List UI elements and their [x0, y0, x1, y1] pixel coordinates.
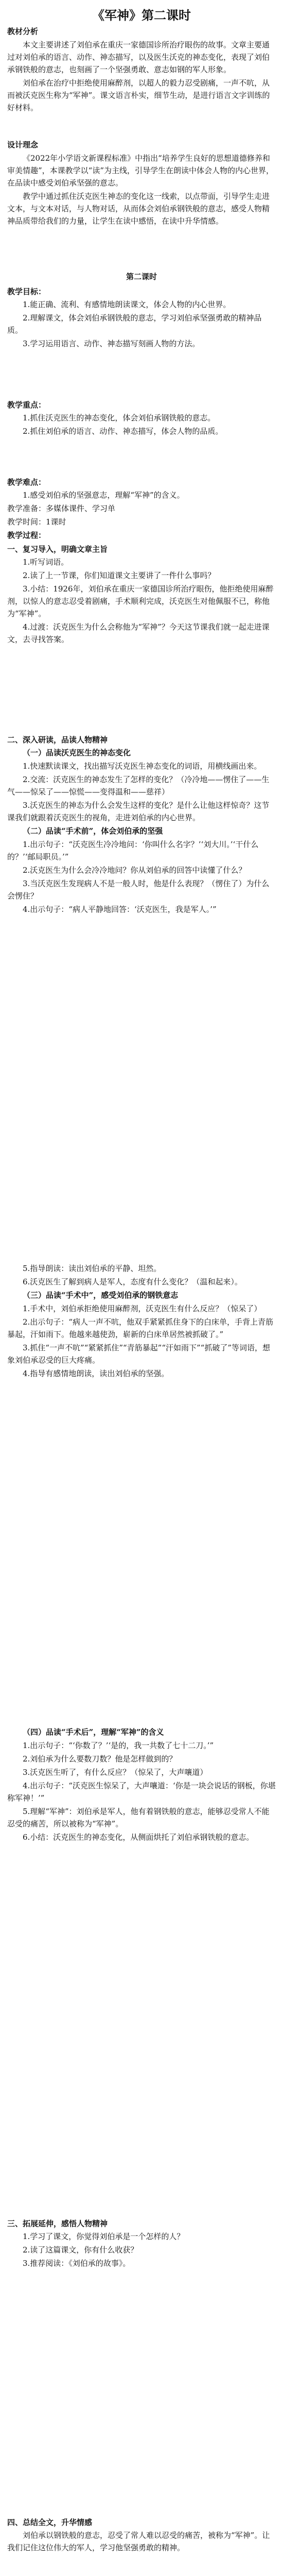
list-item: 3.当沃克医生发现病人不是一般人时，他是什么表现？（愣住了）为什么会愣住？: [7, 879, 270, 901]
list-item: 2.抓住刘伯承的语言、动作、神态描写，体会人物的品质。: [23, 427, 223, 436]
section-heading: 设计理念: [7, 140, 39, 149]
page-title: 《军神》第二课时: [92, 8, 191, 23]
section-heading: 一、复习导入，明确文章主旨: [7, 545, 108, 554]
subsection-title: （一）品读沃克医生的神态变化: [23, 748, 131, 757]
list-item: 2.理解课文，体会刘伯承钢铁般的意志，学习刘伯承坚强勇敢的精神品质。: [7, 313, 262, 335]
list-item: 3.学习运用语言、动作、神态描写刻画人物的方法。: [23, 339, 200, 348]
lesson-divider: [0, 268, 283, 285]
section-difficulties: [0, 474, 283, 543]
paragraph: 教学中通过抓住沃克医生神态的变化这一线索，以点带面，引导学生走进文本，与文本对话，与人物对话，从而体会刘伯承钢铁般的意志，感受人物精神品质带给我们的力量，让学生在读中感悟，在读中升华情感。: [7, 192, 270, 226]
quote-item: 4.出示句子：“沃克医生惊呆了，大声嚷道：‘你是一块会说话的钢板，你堪称军神！’”: [7, 1781, 276, 1803]
section-step-3: [0, 2215, 283, 2270]
section-step-2-end: [0, 1726, 283, 1844]
list-item: 6.小结：沃克医生的神态变化，从侧面烘托了刘伯承钢铁般的意志。: [23, 1833, 254, 1842]
list-item: 2.读了上一节课，你们知道课文主要讲了一件什么事吗？: [23, 571, 216, 580]
paragraph: 《2022年小学语文新课程标准》中指出“培养学生良好的思想道德修养和审美情趣”，本课教学以“读”为主线，引导学生在朗读中体会人物的内心世界，在品读中感受刘伯承坚强的意志。: [7, 154, 274, 188]
section-heading: 教学目标：: [7, 287, 46, 296]
subsection-title: （四）品读“手术后”，理解“军神”的含义: [23, 1727, 164, 1737]
section-heading: 三、拓展延伸，感悟人物精神: [7, 2219, 108, 2228]
section-heading: 教学重点：: [7, 400, 46, 410]
subsection-title: （三）品读“手术中”，感受刘伯承的钢铁意志: [23, 1291, 179, 1300]
list-item: 1.能正确、流利、有感情地朗读课文，体会人物的内心世界。: [23, 300, 231, 309]
list-item: 3.抓住“一声不吭”“紧紧抓住”“青筋暴起”“汗如雨下”“抓破了”等词语，想象刘伯承忍受的巨大疼痛。: [7, 1343, 270, 1365]
list-item: 3.沃克医生听了，有什么反应？（惊呆了，大声嚷道）: [23, 1768, 208, 1777]
quote-item: 1.出示句子：“沃克医生冷冷地问：‘你叫什么名字？’‘刘大川。’‘干什么的？’‘邮局职员。’”: [7, 840, 259, 861]
list-item: 6.沃克医生了解到病人是军人，态度有什么变化？（温和起来）。: [23, 1277, 242, 1286]
section-heading: 教学难点：: [7, 478, 46, 487]
process-heading: 教学过程：: [7, 531, 46, 540]
time-line: 教学时间：1课时: [7, 517, 66, 527]
list-item: 2.沃克医生为什么会冷冷地问？你从刘伯承的回答中读懂了什么？: [23, 866, 246, 875]
list-item: 1.手术中，刘伯承拒绝使用麻醉剂，沃克医生有什么反应？（惊呆了）: [23, 1304, 262, 1313]
section-step-2-cont: [0, 1262, 283, 1381]
section-heading: 二、深入研读，品读人物精神: [7, 735, 108, 744]
quote-item: 4.出示句子：“病人平静地回答：‘沃克医生，我是军人。’”: [23, 905, 217, 914]
list-item: 2.读了这篇课文，你有什么收获？: [23, 2245, 138, 2255]
quote-item: 1.出示句子：“‘你数了？’‘是的，我一共数了七十二刀。’”: [23, 1741, 214, 1750]
list-item: 3.小结：1926年，刘伯承在重庆一家德国诊所治疗眼伤，他拒绝使用麻醉剂，以惊人的意志忍受着剧痛，手术顺利完成，沃克医生对他佩服不已，称他为“军神”。: [7, 584, 274, 618]
divider-label: 第二课时: [126, 272, 157, 281]
list-item: 3.推荐阅读：《刘伯承的故事》。: [23, 2259, 131, 2268]
list-item: 2.刘伯承为什么要数刀数？他是怎样做到的？: [23, 1754, 177, 1764]
subsection-title: （二）品读“手术前”，体会刘伯承的坚强: [23, 826, 163, 836]
list-item: 3.沃克医生的神态为什么会发生这样的变化？是什么让他这样惊奇？这节课我们就跟着沃克医生的视角，走进刘伯承的内心世界。: [7, 801, 270, 822]
list-item: 刘伯承以钢铁般的意志，忍受了常人难以忍受的痛苦，被称为“军神”。让我们记住这位伟大的军人，学习他坚强勇敢的精神。: [7, 2531, 270, 2552]
section-key-points: [0, 397, 283, 438]
list-item: 1.听写词语。: [23, 557, 69, 567]
section-step-1: [0, 541, 283, 647]
section-design-concept: [0, 136, 283, 228]
list-item: 1.感受刘伯承的坚强意志，理解“军神”的含义。: [23, 490, 185, 500]
paragraph: 刘伯承在治疗中拒绝使用麻醉剂，以超人的毅力忍受剧痛，一声不吭，从而被沃克医生称为“军神”。课文语言朴实，细节生动，是进行语言文字训练的好材料。: [7, 78, 270, 112]
section-step-2: [0, 732, 283, 917]
section-heading: 教材分析: [7, 27, 39, 36]
list-item: 4.指导有感情地朗读，读出刘伯承的坚强。: [23, 1369, 169, 1378]
list-item: 1.学习了课文，你觉得刘伯承是一个怎样的人？: [23, 2232, 185, 2241]
list-item: 2.交流：沃克医生的神态发生了怎样的变化？（冷冷地——愣住了——生气——惊呆了——惊慌——变得温和——慈祥）: [7, 775, 270, 796]
section-textbook-analysis: [0, 23, 283, 115]
section-heading: 四、总结全文，升华情感: [7, 2518, 93, 2527]
list-item: 4.过渡：沃克医生为什么会称他为“军神”？今天这节课我们就一起走进课文，去寻找答案。: [7, 622, 270, 644]
list-item: 1.快速默读课文，找出描写沃克医生神态变化的词语，用横线画出来。: [23, 761, 262, 771]
list-item: 5.理解“军神”：刘伯承是军人，他有着钢铁般的意志，能够忍受常人不能忍受的痛苦，所以被称为“军神”。: [7, 1807, 270, 1828]
quote-item: 2.出示句子：“病人一声不吭，他双手紧紧抓住身下的白床单，手背上青筋暴起，汗如雨下。他越来越使劲，崭新的白床单居然被抓破了。”: [7, 1317, 273, 1339]
paragraph: 本文主要讲述了刘伯承在重庆一家德国诊所治疗眼伤的故事。文章主要通过对刘伯承的语言、动作、神态描写，以及医生沃克的神态变化，表现了刘伯承钢铁般的意志，也刻画了一个坚强勇敢、意志如钢的军人形象。: [7, 40, 270, 74]
section-objectives: [0, 283, 283, 351]
list-item: 5.指导朗读：读出刘伯承的平静、坦然。: [23, 1264, 162, 1273]
section-step-4: [0, 2514, 283, 2555]
list-item: 1.抓住沃克医生的神态变化，体会刘伯承钢铁般的意志。: [23, 413, 216, 422]
prep-line: 教学准备：多媒体课件、学习单: [7, 504, 116, 513]
